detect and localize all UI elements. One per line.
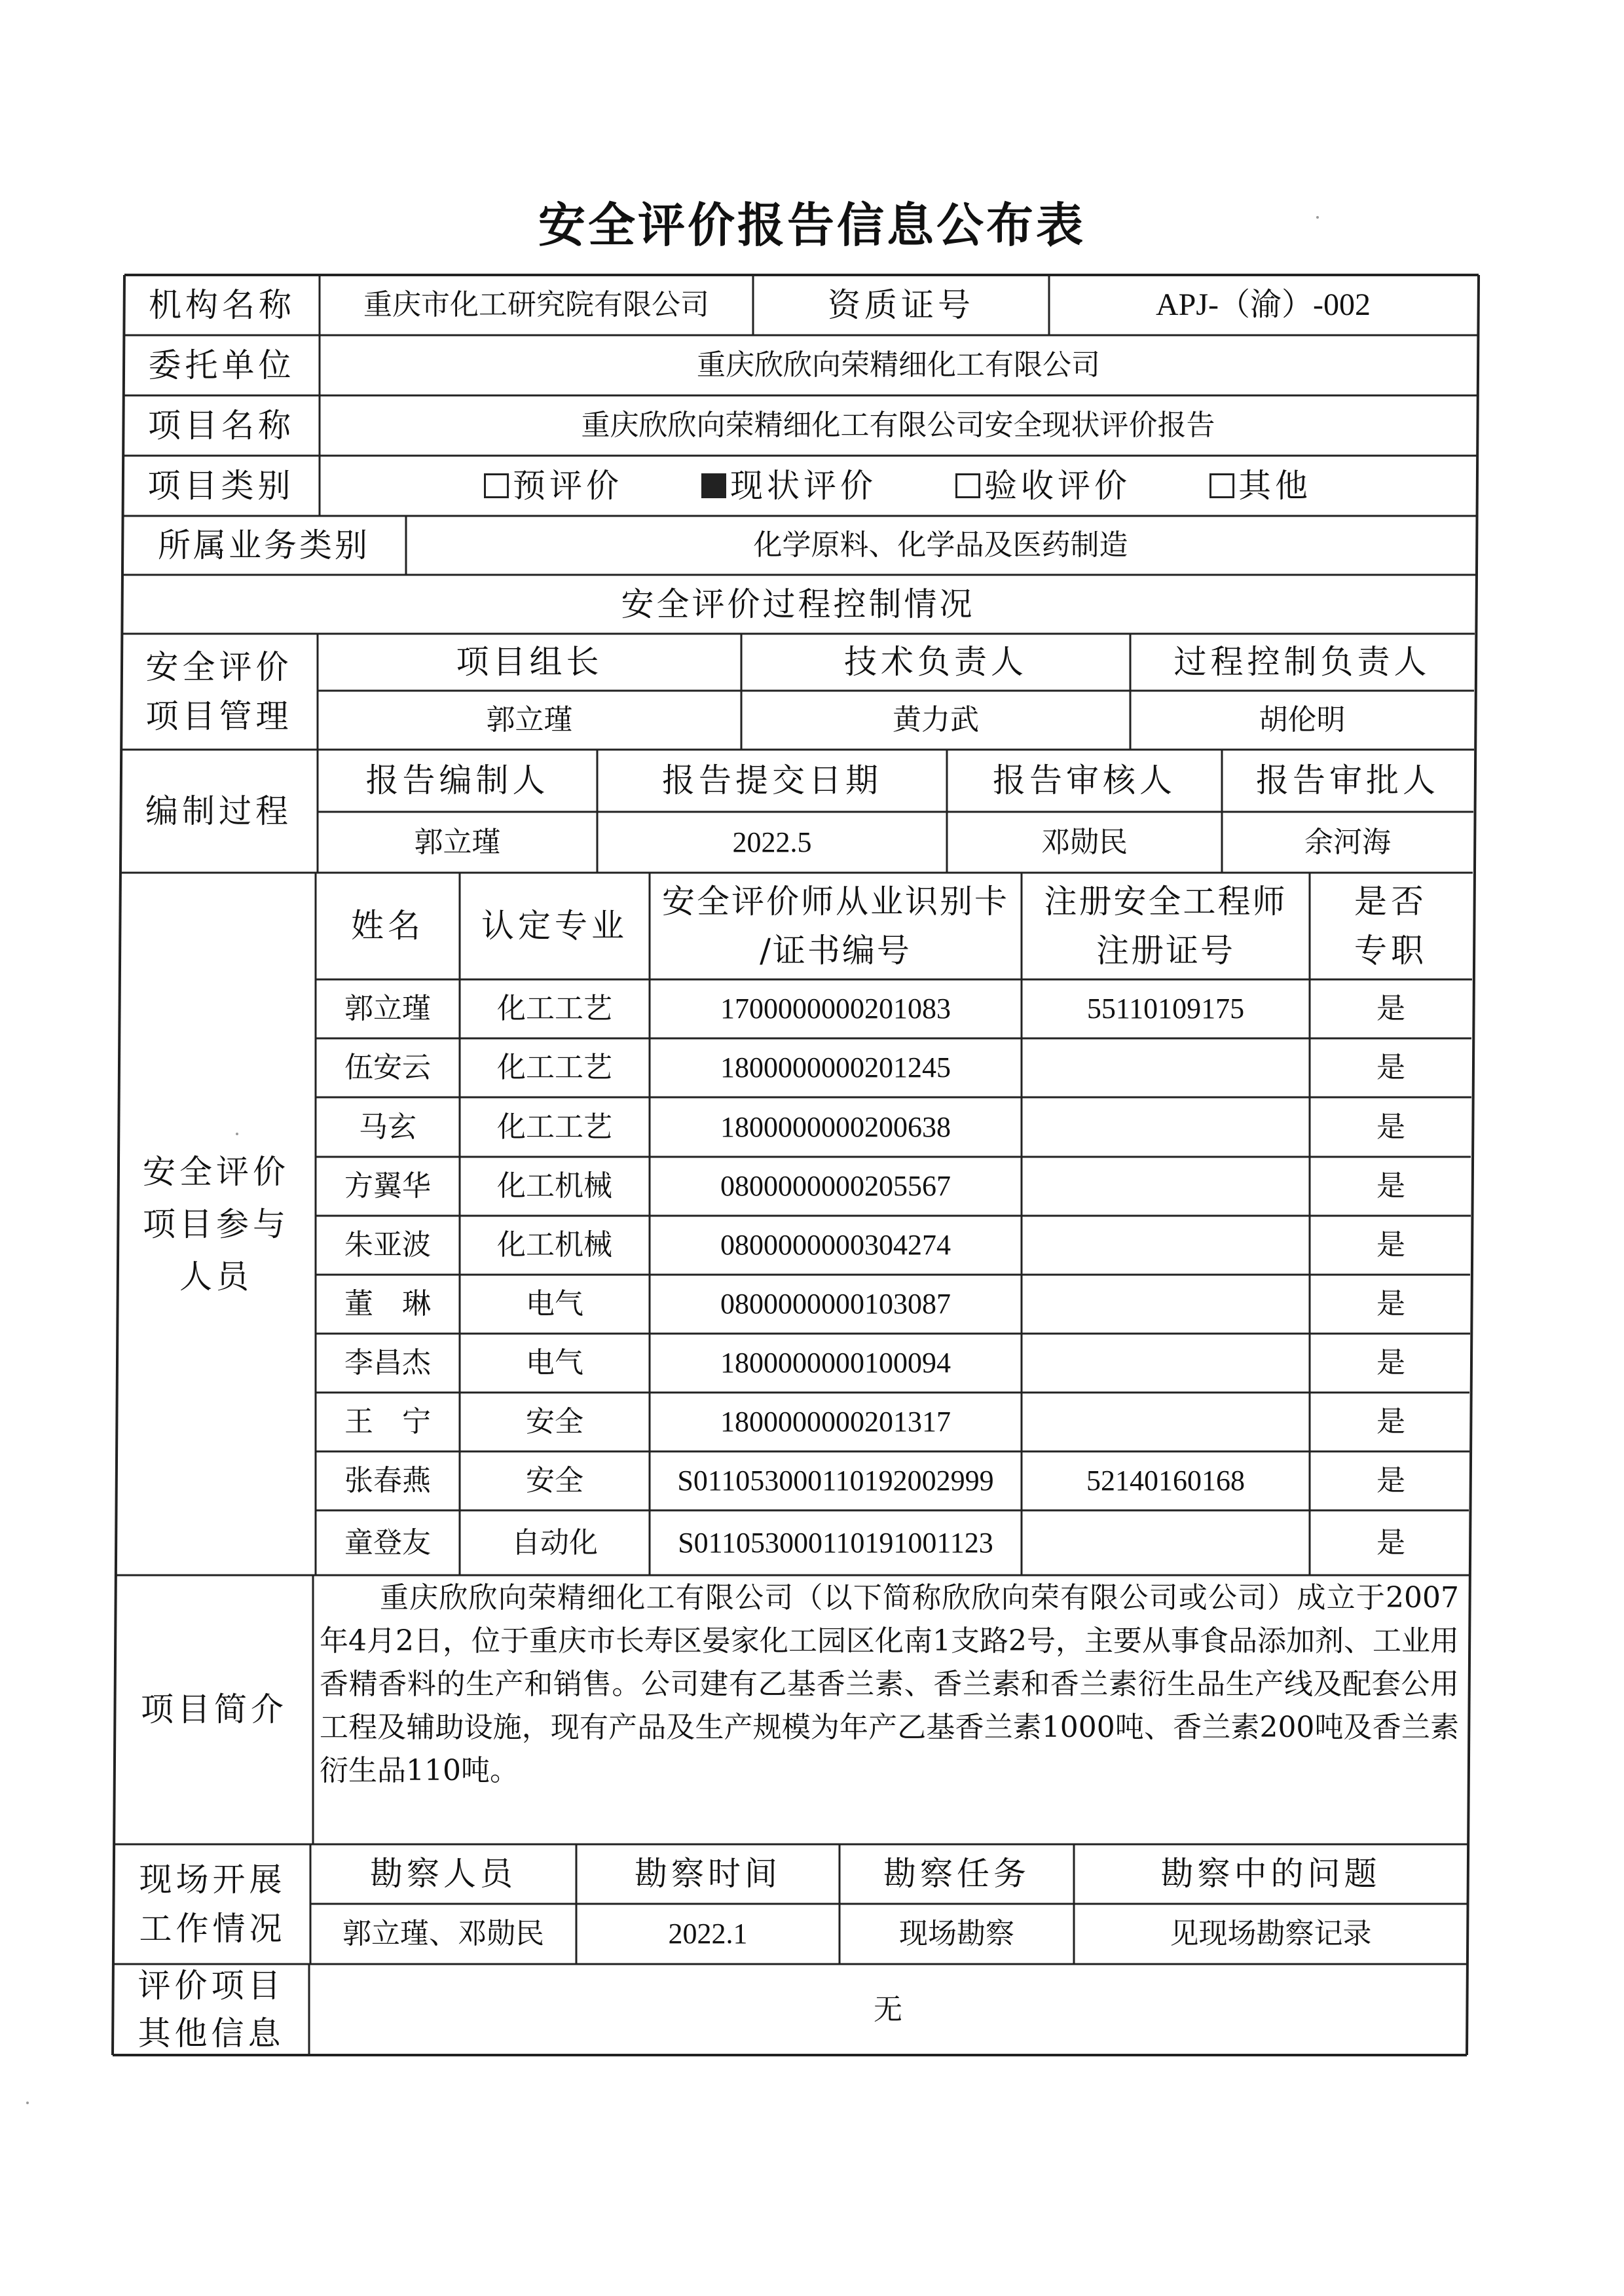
participants-label: 安全评价 项目参与 人员 bbox=[143, 1152, 289, 1296]
participant-reg: 52140160168 bbox=[1086, 1465, 1245, 1497]
checkbox-checked-icon[interactable] bbox=[701, 473, 726, 498]
participant-major: 安全 bbox=[526, 1464, 583, 1497]
org-value: 重庆市化工研究院有限公司 bbox=[363, 288, 709, 321]
survey-header-time: 勘察时间 bbox=[635, 1855, 781, 1893]
participant-full: 是 bbox=[1376, 992, 1405, 1025]
participant-card: 1700000000201083 bbox=[720, 993, 951, 1025]
checkbox-icon[interactable] bbox=[955, 473, 980, 498]
summary-text: 重庆欣欣向荣精细化工有限公司（以下简称欣欣向荣有限公司或公司）成立于2007年4月2日，位于重庆市长寿区晏家化工园区化南1支路2号，主要从事食品添加剂、工业用香精香料的生产和销售。公司建有乙基香兰素、香兰素和香兰素衍生品生产线及配套公用工程及辅助设施，现有产品及生产规模为年产乙基香兰素1000吨、香兰素200吨及香兰素衍生品110吨。 bbox=[320, 1581, 1459, 1787]
participant-reg bbox=[1022, 1510, 1310, 1575]
participant-full: 是 bbox=[1376, 1287, 1405, 1321]
compile-header-date: 报告提交日期 bbox=[662, 761, 882, 799]
compile-header-approver: 报告审批人 bbox=[1256, 761, 1439, 799]
participant-card: 0800000000205567 bbox=[720, 1170, 951, 1202]
participant-name: 王 宁 bbox=[344, 1405, 431, 1438]
scan-speck bbox=[1316, 216, 1319, 219]
management-value-control: 胡伦明 bbox=[1259, 703, 1346, 737]
page-title: 安全评价报告信息公布表 bbox=[538, 197, 1086, 253]
management-value-leader: 郭立瑾 bbox=[486, 703, 573, 737]
participant-card: 0800000000304274 bbox=[720, 1229, 951, 1261]
client-value: 重庆欣欣向荣精细化工有限公司 bbox=[697, 348, 1100, 382]
compile-value-approver: 余河海 bbox=[1304, 825, 1391, 859]
participants-header-fulltime: 是否 专职 bbox=[1354, 882, 1428, 970]
participant-name: 李昌杰 bbox=[344, 1346, 431, 1379]
participant-major: 电气 bbox=[526, 1346, 583, 1379]
category-label: 项目类别 bbox=[147, 466, 295, 505]
survey-header-task: 勘察任务 bbox=[883, 1855, 1030, 1893]
survey-header-issue: 勘察中的问题 bbox=[1160, 1855, 1381, 1893]
checkbox-icon[interactable] bbox=[1209, 473, 1234, 498]
participant-major: 化工机械 bbox=[497, 1169, 612, 1203]
participant-name: 郭立瑾 bbox=[344, 992, 431, 1025]
participant-full: 是 bbox=[1376, 1228, 1405, 1262]
participant-major: 化工工艺 bbox=[497, 1110, 612, 1144]
management-header-control: 过程控制负责人 bbox=[1173, 643, 1431, 681]
option-acceptance-eval[interactable]: 验收评价 bbox=[955, 462, 1131, 511]
participant-full: 是 bbox=[1376, 1051, 1405, 1084]
participant-card: 0800000000103087 bbox=[720, 1288, 951, 1320]
participant-card: 1800000000201317 bbox=[720, 1406, 951, 1438]
survey-value-task: 现场勘察 bbox=[899, 1917, 1014, 1950]
compile-header-reviewer: 报告审核人 bbox=[993, 761, 1176, 799]
participant-major: 化工工艺 bbox=[497, 992, 612, 1025]
other-label: 评价项目 其他信息 bbox=[138, 1967, 285, 2052]
participant-reg bbox=[1022, 1038, 1310, 1097]
participant-name: 朱亚波 bbox=[344, 1228, 431, 1262]
participant-name: 董 琳 bbox=[344, 1287, 431, 1321]
project-label: 项目名称 bbox=[148, 406, 295, 445]
participants-header-name: 姓名 bbox=[351, 907, 424, 945]
participant-name: 童登友 bbox=[344, 1525, 431, 1559]
participant-major: 自动化 bbox=[511, 1525, 598, 1559]
scan-speck bbox=[236, 1133, 238, 1135]
survey-label: 现场开展 工作情况 bbox=[139, 1860, 286, 1948]
participant-major: 安全 bbox=[526, 1405, 583, 1438]
participants-header-major: 认定专业 bbox=[481, 907, 628, 945]
compile-value-date: 2022.5 bbox=[732, 826, 812, 858]
participant-name: 马玄 bbox=[359, 1110, 416, 1144]
survey-value-issue: 见现场勘察记录 bbox=[1170, 1917, 1372, 1950]
participant-full: 是 bbox=[1376, 1110, 1405, 1144]
management-label: 安全评价 项目管理 bbox=[145, 647, 293, 735]
participant-card: 1800000000201245 bbox=[720, 1051, 951, 1084]
participant-card: 1800000000100094 bbox=[720, 1347, 951, 1379]
participant-major: 化工工艺 bbox=[497, 1051, 612, 1084]
checkbox-icon[interactable] bbox=[484, 473, 509, 498]
participant-full: 是 bbox=[1376, 1405, 1405, 1438]
participant-full: 是 bbox=[1376, 1464, 1405, 1497]
summary-label: 项目简介 bbox=[141, 1690, 287, 1728]
participant-name: 伍安云 bbox=[344, 1051, 431, 1084]
participant-card: S011053000110191001123 bbox=[678, 1526, 993, 1559]
process-header: 安全评价过程控制情况 bbox=[621, 585, 975, 623]
business-value: 化学原料、化学品及医药制造 bbox=[753, 528, 1128, 562]
participant-reg bbox=[1022, 1157, 1310, 1216]
business-label: 所属业务类别 bbox=[158, 526, 370, 564]
participant-reg bbox=[1022, 1334, 1310, 1393]
client-label: 委托单位 bbox=[148, 346, 295, 384]
option-other[interactable]: 其他 bbox=[1209, 462, 1312, 511]
survey-header-staff: 勘察人员 bbox=[370, 1855, 517, 1893]
participant-reg bbox=[1022, 1097, 1310, 1157]
participant-full: 是 bbox=[1376, 1525, 1405, 1559]
compile-header-author: 报告编制人 bbox=[365, 761, 549, 799]
compile-label: 编制过程 bbox=[145, 792, 292, 830]
compile-value-author: 郭立瑾 bbox=[414, 825, 501, 859]
cert-value: APJ-（渝）-002 bbox=[1155, 287, 1371, 322]
survey-value-time: 2022.1 bbox=[668, 1918, 748, 1950]
participants-header-card: 安全评价师从业识别卡 /证书编号 bbox=[662, 882, 1009, 970]
participant-reg bbox=[1022, 1275, 1310, 1334]
participant-card: S011053000110192002999 bbox=[677, 1465, 994, 1497]
other-value: 无 bbox=[874, 1992, 902, 2026]
participant-full: 是 bbox=[1376, 1169, 1405, 1203]
cert-label: 资质证号 bbox=[828, 285, 974, 324]
compile-value-reviewer: 邓勋民 bbox=[1041, 825, 1128, 859]
scan-speck bbox=[26, 2102, 29, 2104]
participant-full: 是 bbox=[1376, 1346, 1405, 1379]
participant-reg bbox=[1022, 1216, 1310, 1275]
management-header-tech: 技术负责人 bbox=[844, 643, 1027, 681]
management-value-tech: 黄力武 bbox=[893, 703, 979, 737]
category-options bbox=[320, 456, 1476, 516]
participants-header-reg: 注册安全工程师 注册证号 bbox=[1044, 882, 1287, 970]
survey-value-staff: 郭立瑾、邓勋民 bbox=[342, 1917, 544, 1950]
participant-major: 电气 bbox=[526, 1287, 583, 1321]
participant-name: 方翼华 bbox=[344, 1169, 431, 1203]
management-header-leader: 项目组长 bbox=[456, 643, 603, 681]
org-label: 机构名称 bbox=[149, 285, 295, 324]
participant-reg: 55110109175 bbox=[1086, 993, 1245, 1025]
option-pre-eval[interactable]: 预评价 bbox=[484, 462, 623, 511]
participant-reg bbox=[1022, 1393, 1310, 1451]
project-value: 重庆欣欣向荣精细化工有限公司安全现状评价报告 bbox=[581, 409, 1215, 442]
participant-name: 张春燕 bbox=[344, 1464, 431, 1497]
participant-major: 化工机械 bbox=[497, 1228, 612, 1262]
option-status-eval[interactable]: 现状评价 bbox=[701, 462, 877, 511]
participant-card: 1800000000200638 bbox=[720, 1110, 951, 1143]
